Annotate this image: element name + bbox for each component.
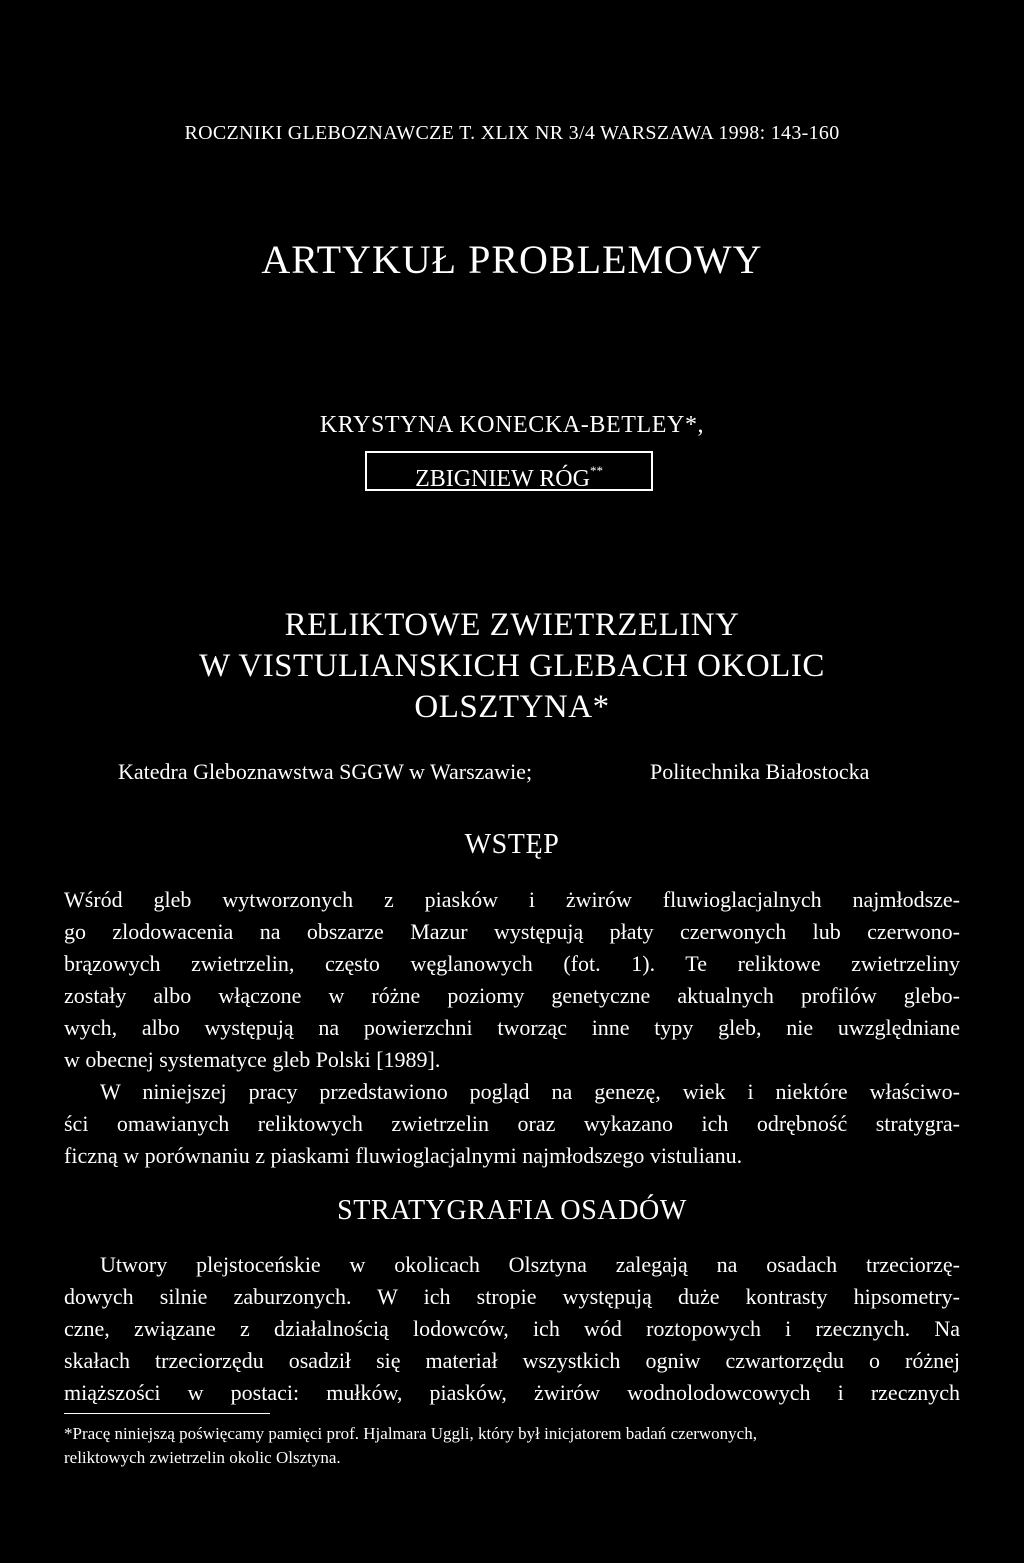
title-line-2: W VISTULIANSKICH GLEBACH OKOLIC bbox=[199, 648, 825, 684]
text-line: skałach trzeciorzędu osadził się materiał wszystkich ogniw czwartorzędu o różnej bbox=[64, 1348, 960, 1373]
affiliation-2: Politechnika Białostocka bbox=[650, 759, 870, 784]
text-line: W niniejszej pracy przedstawiono pogląd na genezę, wiek i niektóre właściwo- bbox=[100, 1079, 960, 1104]
author-1: KRYSTYNA KONECKA-BETLEY*, bbox=[319, 412, 705, 438]
footnote-divider bbox=[64, 1413, 270, 1414]
article-type: ARTYKUŁ PROBLEMOWY bbox=[261, 237, 763, 282]
text-line: dowych silnie zaburzonych. W ich stropie występują duże kontrasty hipsometry- bbox=[64, 1284, 960, 1309]
text-line: miąższości w postaci: mułków, piasków, żwirów wodnolodowcowych i rzecznych bbox=[64, 1380, 960, 1405]
footnote bbox=[64, 1422, 960, 1470]
footnote-line: *Pracę niniejszą poświęcamy pamięci prof. Hjalmara Uggli, który był inicjatorem badań czerwonych, bbox=[64, 1424, 757, 1443]
section-heading-stratygrafia: STRATYGRAFIA OSADÓW bbox=[337, 1195, 687, 1226]
title-line-1: RELIKTOWE ZWIETRZELINY bbox=[284, 607, 740, 643]
text-line: brązowych zwietrzelin, często węglanowych (fot. 1). Te reliktowe zwietrzeliny bbox=[64, 951, 960, 976]
text-line: Utwory plejstoceńskie w okolicach Olsztyna zalegają na osadach trzeciorzę- bbox=[100, 1252, 960, 1277]
section-body-stratygrafia bbox=[64, 1249, 960, 1409]
text-line: czne, związane z działalnością lodowców, ich wód roztopowych i rzecznych. Na bbox=[64, 1316, 960, 1341]
text-line: zostały albo włączone w różne poziomy genetyczne aktualnych profilów glebo- bbox=[64, 983, 960, 1008]
author-2: ZBIGNIEW RÓG bbox=[415, 466, 590, 492]
text-line: ści omawianych reliktowych zwietrzelin oraz wykazano ich odrębność stratygra- bbox=[64, 1111, 960, 1136]
section-heading-wstep: WSTĘP bbox=[464, 829, 560, 860]
text-line: w obecnej systematyce gleb Polski [1989]. bbox=[64, 1047, 441, 1072]
text-line: ficzną w porównaniu z piaskami fluwioglacjalnymi najmłodszego vistulianu. bbox=[64, 1143, 743, 1168]
text-line: wych, albo występują na powierzchni tworząc inne typy gleb, nie uwzględniane bbox=[64, 1015, 960, 1040]
title-line-3: OLSZTYNA* bbox=[414, 689, 610, 725]
author-2-box bbox=[365, 451, 653, 491]
text-line: Wśród gleb wytworzonych z piasków i żwirów fluwioglacjalnych najmłodsze- bbox=[64, 887, 960, 912]
section-body-wstep bbox=[64, 884, 960, 1172]
author-2-mark: ** bbox=[589, 463, 603, 478]
text-line: go zlodowacenia na obszarze Mazur występują płaty czerwonych lub czerwono- bbox=[64, 919, 960, 944]
affiliation-1: Katedra Gleboznawstwa SGGW w Warszawie; bbox=[118, 759, 533, 784]
journal-header: ROCZNIKI GLEBOZNAWCZE T. XLIX NR 3/4 WARSZAWA 1998: 143-160 bbox=[184, 122, 840, 144]
footnote-line: reliktowych zwietrzelin okolic Olsztyna. bbox=[64, 1448, 341, 1467]
